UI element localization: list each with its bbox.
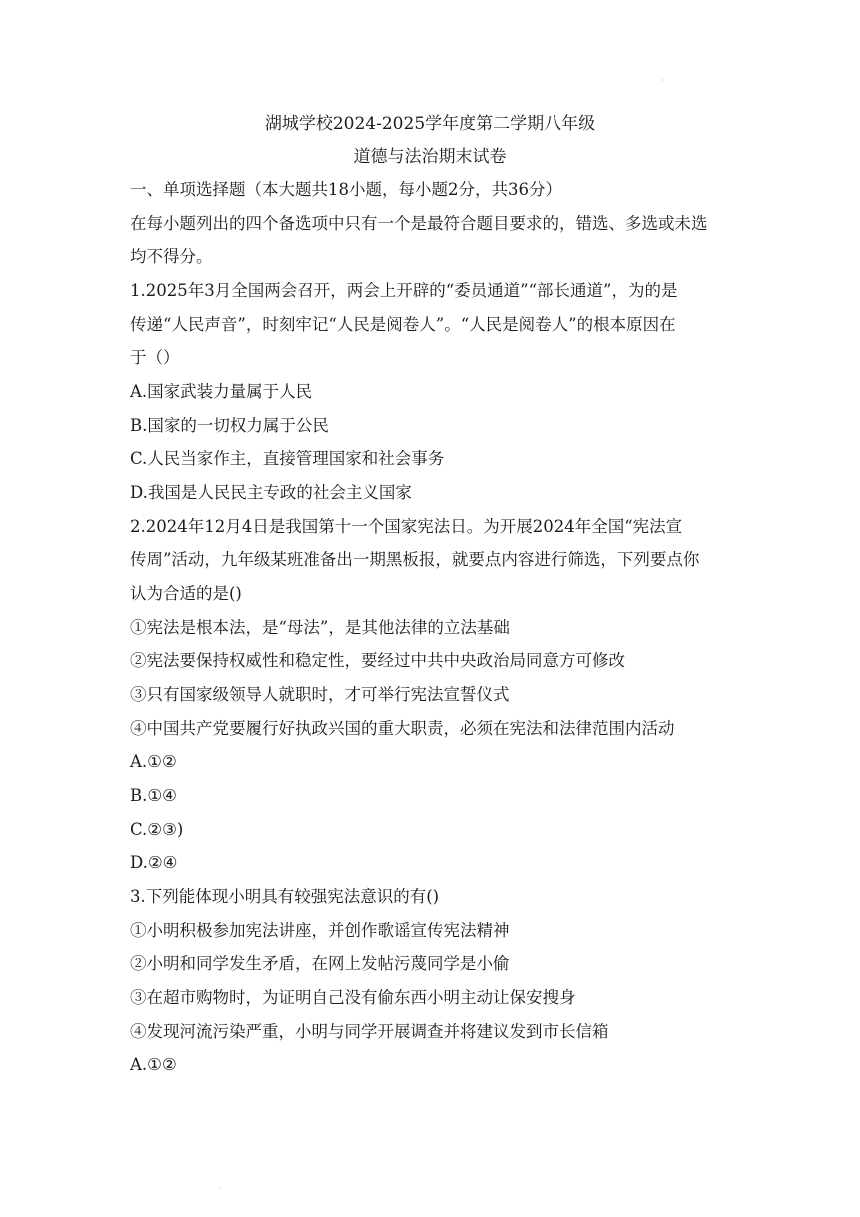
question-1-stem: 传递“人民声音”，时刻牢记“人民是阅卷人”。“人民是阅卷人”的根本原因在 (130, 315, 676, 334)
question-2-stem: 认为合适的是() (130, 584, 242, 603)
question-2-option-b: B.①④ (130, 786, 177, 805)
question-2-statement: ③只有国家级领导人就职时，才可举行宪法宣誓仪式 (130, 685, 510, 704)
question-2-stem: 传周”活动，九年级某班准备出一期黑板报，就要点内容进行筛选，下列要点你 (130, 550, 700, 569)
section-heading: 一、单项选择题（本大题共18小题，每小题2分，共36分） (130, 180, 562, 199)
question-3-statement: ①小明积极参加宪法讲座，并创作歌谣宣传宪法精神 (130, 921, 510, 940)
question-1-stem: 1.2025年3月全国两会召开，两会上开辟的“委员通道”“部长通道”，为的是 (130, 281, 678, 300)
question-2-statement: ②宪法要保持权威性和稳定性，要经过中共中央政治局同意方可修改 (130, 651, 625, 670)
question-2-statement: ④中国共产党要履行好执政兴国的重大职责，必须在宪法和法律范围内活动 (130, 719, 675, 738)
question-3-option-a: A.①② (130, 1055, 177, 1074)
question-2-option-d: D.②④ (130, 853, 178, 872)
instruction-line: 均不得分。 (130, 247, 213, 266)
question-2-statement: ①宪法是根本法，是“母法”，是其他法律的立法基础 (130, 618, 510, 637)
question-2-option-c: C.②③) (130, 820, 184, 839)
question-3-statement: ③在超市购物时，为证明自己没有偷东西小明主动让保安搜身 (130, 988, 576, 1007)
scan-speck (219, 1187, 221, 1189)
question-2-stem: 2.2024年12月4日是我国第十一个国家宪法日。为开展2024年全国“宪法宣 (130, 517, 683, 536)
question-1-option-d: D.我国是人民民主专政的社会主义国家 (130, 483, 412, 502)
instruction-line: 在每小题列出的四个备选项中只有一个是最符合题目要求的，错选、多选或未选 (130, 214, 708, 233)
question-1-option-a: A.国家武装力量属于人民 (130, 382, 313, 401)
question-2-option-a: A.①② (130, 752, 177, 771)
scan-speck (662, 79, 664, 81)
exam-title-line2: 道德与法治期末试卷 (353, 147, 507, 167)
exam-title-line1: 湖城学校2024-2025学年度第二学期八年级 (264, 114, 596, 134)
question-1-option-c: C.人民当家作主，直接管理国家和社会事务 (130, 449, 445, 468)
question-3-statement: ④发现河流污染严重，小明与同学开展调查并将建议发到市长信箱 (130, 1022, 609, 1041)
question-1-stem: 于（） (130, 348, 180, 367)
question-3-stem: 3.下列能体现小明具有较强宪法意识的有() (130, 887, 440, 906)
question-1-option-b: B.国家的一切权力属于公民 (130, 416, 329, 435)
question-3-statement: ②小明和同学发生矛盾，在网上发帖污蔑同学是小偷 (130, 954, 510, 973)
